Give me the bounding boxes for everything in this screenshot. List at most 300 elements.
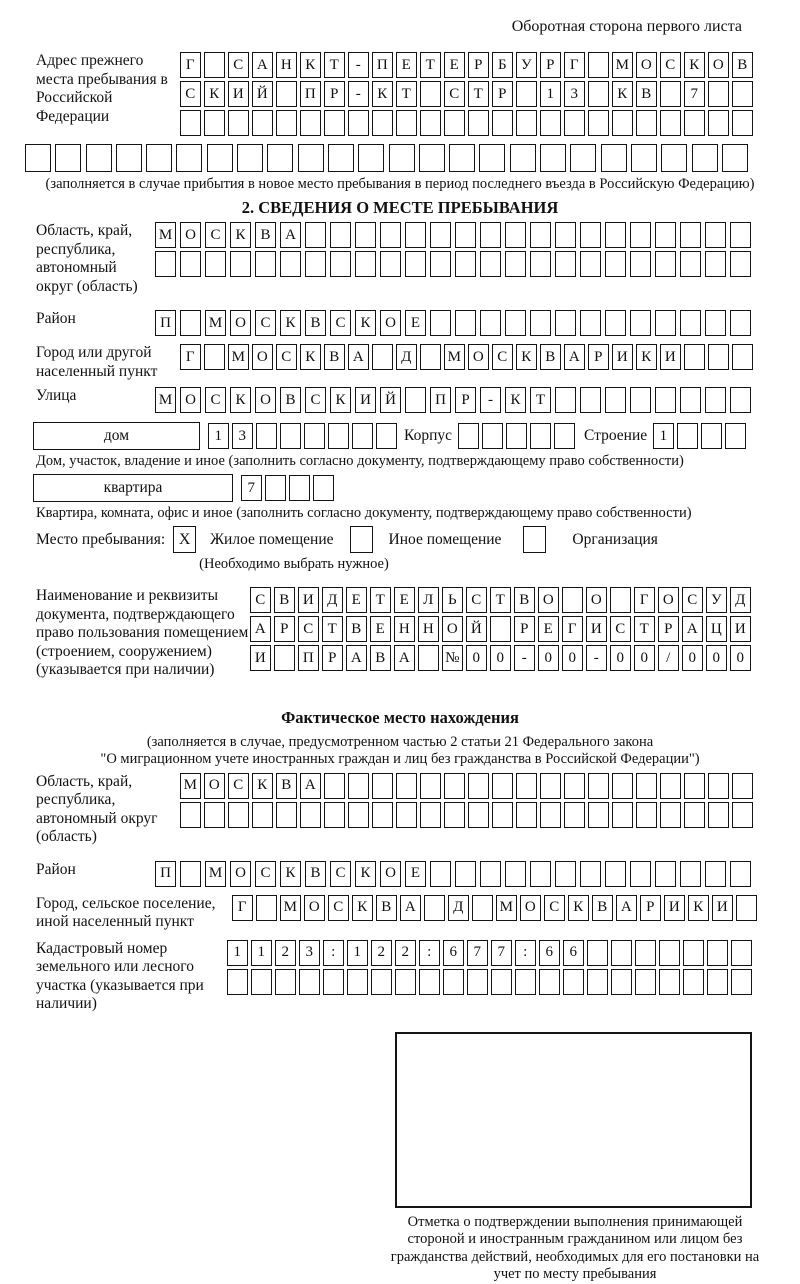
char-cell[interactable] [555, 387, 576, 413]
char-cell[interactable]: Н [276, 52, 297, 78]
char-cell[interactable]: В [376, 895, 397, 921]
char-cell[interactable]: / [658, 645, 679, 671]
char-cell[interactable]: М [180, 773, 201, 799]
char-cell[interactable] [204, 802, 225, 828]
char-cell[interactable]: Р [324, 81, 345, 107]
char-cell[interactable] [630, 222, 651, 248]
char-cell[interactable] [419, 969, 440, 995]
char-cell[interactable] [204, 110, 225, 136]
char-cell[interactable]: Е [405, 861, 426, 887]
char-cell[interactable] [605, 861, 626, 887]
char-cell[interactable]: В [636, 81, 657, 107]
char-cell[interactable] [444, 110, 465, 136]
char-cell[interactable] [630, 861, 651, 887]
char-cell[interactable] [396, 773, 417, 799]
char-cell[interactable] [355, 222, 376, 248]
char-cell[interactable]: И [612, 344, 633, 370]
char-cell[interactable]: 0 [538, 645, 559, 671]
char-cell[interactable] [430, 310, 451, 336]
char-cell[interactable]: 0 [610, 645, 631, 671]
char-cell[interactable] [515, 969, 536, 995]
char-cell[interactable]: К [252, 773, 273, 799]
char-cell[interactable]: С [682, 587, 703, 613]
char-cell[interactable] [564, 110, 585, 136]
char-cell[interactable]: Г [180, 52, 201, 78]
char-cell[interactable] [467, 969, 488, 995]
char-cell[interactable]: А [564, 344, 585, 370]
char-cell[interactable]: Т [468, 81, 489, 107]
char-cell[interactable] [680, 310, 701, 336]
char-cell[interactable] [265, 475, 286, 501]
char-cell[interactable]: Г [562, 616, 583, 642]
char-cell[interactable] [540, 110, 561, 136]
char-cell[interactable]: Р [588, 344, 609, 370]
char-cell[interactable] [680, 387, 701, 413]
char-cell[interactable] [725, 423, 746, 449]
char-cell[interactable]: А [280, 222, 301, 248]
char-cell[interactable]: Т [634, 616, 655, 642]
char-cell[interactable] [204, 52, 225, 78]
char-cell[interactable]: И [228, 81, 249, 107]
char-cell[interactable] [274, 645, 295, 671]
char-cell[interactable] [418, 645, 439, 671]
char-cell[interactable]: К [330, 387, 351, 413]
char-cell[interactable] [562, 587, 583, 613]
char-cell[interactable] [736, 895, 757, 921]
char-cell[interactable] [395, 969, 416, 995]
char-cell[interactable]: 2 [395, 940, 416, 966]
char-cell[interactable] [580, 251, 601, 277]
char-cell[interactable] [659, 969, 680, 995]
char-cell[interactable] [480, 251, 501, 277]
char-cell[interactable] [732, 344, 753, 370]
char-cell[interactable] [708, 802, 729, 828]
char-cell[interactable]: К [684, 52, 705, 78]
char-cell[interactable]: С [610, 616, 631, 642]
char-cell[interactable] [116, 144, 142, 172]
char-cell[interactable] [405, 387, 426, 413]
char-cell[interactable] [516, 81, 537, 107]
char-cell[interactable] [516, 110, 537, 136]
char-cell[interactable] [380, 251, 401, 277]
char-cell[interactable] [605, 251, 626, 277]
char-cell[interactable] [636, 110, 657, 136]
char-cell[interactable]: Д [730, 587, 751, 613]
char-cell[interactable]: Е [370, 616, 391, 642]
char-cell[interactable] [455, 310, 476, 336]
char-cell[interactable] [348, 110, 369, 136]
char-cell[interactable]: 1 [208, 423, 229, 449]
char-cell[interactable]: Д [322, 587, 343, 613]
char-cell[interactable] [419, 144, 445, 172]
char-cell[interactable]: А [252, 52, 273, 78]
char-cell[interactable]: И [712, 895, 733, 921]
char-cell[interactable] [420, 773, 441, 799]
char-cell[interactable] [299, 969, 320, 995]
char-cell[interactable]: 3 [299, 940, 320, 966]
char-cell[interactable] [580, 310, 601, 336]
char-cell[interactable] [420, 110, 441, 136]
char-cell[interactable]: К [516, 344, 537, 370]
char-cell[interactable] [612, 773, 633, 799]
char-cell[interactable]: С [250, 587, 271, 613]
char-cell[interactable]: О [636, 52, 657, 78]
char-cell[interactable]: : [515, 940, 536, 966]
char-cell[interactable]: Г [634, 587, 655, 613]
char-cell[interactable]: М [612, 52, 633, 78]
char-cell[interactable] [405, 222, 426, 248]
char-cell[interactable] [505, 310, 526, 336]
char-cell[interactable]: К [688, 895, 709, 921]
char-cell[interactable]: Ц [706, 616, 727, 642]
char-cell[interactable] [684, 773, 705, 799]
char-cell[interactable]: О [380, 310, 401, 336]
char-cell[interactable]: Е [396, 52, 417, 78]
char-cell[interactable] [555, 251, 576, 277]
char-cell[interactable]: Р [540, 52, 561, 78]
char-cell[interactable]: В [732, 52, 753, 78]
char-cell[interactable] [372, 110, 393, 136]
char-cell[interactable]: Й [380, 387, 401, 413]
char-cell[interactable]: М [280, 895, 301, 921]
char-cell[interactable] [420, 344, 441, 370]
char-cell[interactable]: У [706, 587, 727, 613]
char-cell[interactable]: Г [564, 52, 585, 78]
char-cell[interactable]: В [346, 616, 367, 642]
char-cell[interactable] [655, 387, 676, 413]
char-cell[interactable]: 7 [491, 940, 512, 966]
char-cell[interactable]: О [442, 616, 463, 642]
char-cell[interactable] [480, 861, 501, 887]
char-cell[interactable] [530, 861, 551, 887]
char-cell[interactable] [430, 222, 451, 248]
char-cell[interactable]: О [230, 861, 251, 887]
char-cell[interactable] [684, 344, 705, 370]
char-cell[interactable]: А [348, 344, 369, 370]
char-cell[interactable]: В [274, 587, 295, 613]
char-cell[interactable] [479, 144, 505, 172]
char-cell[interactable] [25, 144, 51, 172]
char-cell[interactable]: Р [455, 387, 476, 413]
char-cell[interactable]: К [280, 310, 301, 336]
char-cell[interactable]: И [660, 344, 681, 370]
char-cell[interactable] [554, 423, 575, 449]
char-cell[interactable]: С [228, 773, 249, 799]
char-cell[interactable]: В [305, 310, 326, 336]
char-cell[interactable] [482, 423, 503, 449]
char-cell[interactable]: У [516, 52, 537, 78]
char-cell[interactable] [176, 144, 202, 172]
char-cell[interactable]: 0 [682, 645, 703, 671]
char-cell[interactable]: О [230, 310, 251, 336]
char-cell[interactable] [655, 861, 676, 887]
char-cell[interactable]: К [204, 81, 225, 107]
char-cell[interactable]: С [180, 81, 201, 107]
char-cell[interactable] [731, 940, 752, 966]
char-cell[interactable]: Т [370, 587, 391, 613]
char-cell[interactable] [588, 802, 609, 828]
char-cell[interactable]: А [400, 895, 421, 921]
char-cell[interactable]: Т [324, 52, 345, 78]
char-cell[interactable]: Д [448, 895, 469, 921]
char-cell[interactable] [705, 387, 726, 413]
char-cell[interactable]: 1 [347, 940, 368, 966]
char-cell[interactable] [630, 310, 651, 336]
char-cell[interactable] [230, 251, 251, 277]
char-cell[interactable] [305, 251, 326, 277]
char-cell[interactable] [707, 969, 728, 995]
char-cell[interactable] [380, 222, 401, 248]
char-cell[interactable] [420, 81, 441, 107]
char-cell[interactable]: С [305, 387, 326, 413]
char-cell[interactable]: И [586, 616, 607, 642]
char-cell[interactable]: 0 [634, 645, 655, 671]
char-cell[interactable] [228, 802, 249, 828]
char-cell[interactable] [355, 251, 376, 277]
char-cell[interactable] [580, 861, 601, 887]
char-cell[interactable] [655, 222, 676, 248]
char-cell[interactable]: Й [252, 81, 273, 107]
stay-type-checkbox-organization[interactable] [523, 526, 546, 553]
char-cell[interactable] [708, 81, 729, 107]
char-cell[interactable] [300, 802, 321, 828]
char-cell[interactable] [204, 344, 225, 370]
char-cell[interactable] [468, 802, 489, 828]
char-cell[interactable] [708, 110, 729, 136]
char-cell[interactable] [660, 773, 681, 799]
char-cell[interactable]: В [276, 773, 297, 799]
char-cell[interactable] [505, 222, 526, 248]
char-cell[interactable] [455, 222, 476, 248]
char-cell[interactable] [605, 222, 626, 248]
char-cell[interactable] [510, 144, 536, 172]
char-cell[interactable]: С [276, 344, 297, 370]
char-cell[interactable] [300, 110, 321, 136]
char-cell[interactable]: С [444, 81, 465, 107]
char-cell[interactable]: П [372, 52, 393, 78]
char-cell[interactable] [661, 144, 687, 172]
char-cell[interactable] [635, 969, 656, 995]
char-cell[interactable]: - [586, 645, 607, 671]
char-cell[interactable] [228, 110, 249, 136]
char-cell[interactable] [330, 222, 351, 248]
char-cell[interactable]: О [468, 344, 489, 370]
char-cell[interactable]: К [355, 861, 376, 887]
char-cell[interactable] [376, 423, 397, 449]
char-cell[interactable] [655, 251, 676, 277]
char-cell[interactable] [611, 969, 632, 995]
char-cell[interactable]: 0 [730, 645, 751, 671]
char-cell[interactable] [492, 802, 513, 828]
char-cell[interactable]: О [180, 387, 201, 413]
char-cell[interactable] [505, 861, 526, 887]
char-cell[interactable] [180, 251, 201, 277]
char-cell[interactable] [267, 144, 293, 172]
char-cell[interactable] [610, 587, 631, 613]
char-cell[interactable] [328, 423, 349, 449]
char-cell[interactable]: К [568, 895, 589, 921]
char-cell[interactable] [701, 423, 722, 449]
char-cell[interactable]: В [540, 344, 561, 370]
char-cell[interactable]: Р [274, 616, 295, 642]
char-cell[interactable]: 0 [490, 645, 511, 671]
char-cell[interactable]: 0 [466, 645, 487, 671]
char-cell[interactable]: А [250, 616, 271, 642]
char-cell[interactable] [705, 222, 726, 248]
char-cell[interactable] [539, 969, 560, 995]
char-cell[interactable] [708, 773, 729, 799]
char-cell[interactable] [371, 969, 392, 995]
char-cell[interactable]: Р [514, 616, 535, 642]
char-cell[interactable] [276, 802, 297, 828]
char-cell[interactable]: 1 [540, 81, 561, 107]
char-cell[interactable]: К [355, 310, 376, 336]
char-cell[interactable] [683, 969, 704, 995]
char-cell[interactable]: 1 [227, 940, 248, 966]
char-cell[interactable]: Р [658, 616, 679, 642]
char-cell[interactable] [722, 144, 748, 172]
char-cell[interactable] [328, 144, 354, 172]
char-cell[interactable]: 2 [275, 940, 296, 966]
char-cell[interactable] [588, 773, 609, 799]
char-cell[interactable]: О [658, 587, 679, 613]
char-cell[interactable] [468, 110, 489, 136]
char-cell[interactable]: 6 [539, 940, 560, 966]
char-cell[interactable]: К [372, 81, 393, 107]
char-cell[interactable] [588, 81, 609, 107]
char-cell[interactable]: Е [346, 587, 367, 613]
char-cell[interactable] [430, 861, 451, 887]
char-cell[interactable]: 2 [371, 940, 392, 966]
char-cell[interactable] [605, 387, 626, 413]
char-cell[interactable]: Т [420, 52, 441, 78]
char-cell[interactable]: С [255, 310, 276, 336]
char-cell[interactable]: И [730, 616, 751, 642]
char-cell[interactable]: Е [538, 616, 559, 642]
char-cell[interactable] [540, 802, 561, 828]
char-cell[interactable] [707, 940, 728, 966]
char-cell[interactable]: В [592, 895, 613, 921]
char-cell[interactable]: 7 [241, 475, 262, 501]
char-cell[interactable] [146, 144, 172, 172]
char-cell[interactable] [683, 940, 704, 966]
char-cell[interactable] [505, 251, 526, 277]
char-cell[interactable] [305, 222, 326, 248]
char-cell[interactable]: А [682, 616, 703, 642]
char-cell[interactable] [280, 251, 301, 277]
char-cell[interactable] [430, 251, 451, 277]
char-cell[interactable] [530, 251, 551, 277]
char-cell[interactable]: С [298, 616, 319, 642]
char-cell[interactable]: С [466, 587, 487, 613]
char-cell[interactable]: Й [466, 616, 487, 642]
char-cell[interactable] [180, 802, 201, 828]
char-cell[interactable] [732, 773, 753, 799]
char-cell[interactable] [372, 344, 393, 370]
char-cell[interactable] [55, 144, 81, 172]
char-cell[interactable]: С [660, 52, 681, 78]
char-cell[interactable] [587, 940, 608, 966]
char-cell[interactable] [612, 110, 633, 136]
char-cell[interactable] [630, 251, 651, 277]
char-cell[interactable]: С [544, 895, 565, 921]
char-cell[interactable]: С [492, 344, 513, 370]
char-cell[interactable] [601, 144, 627, 172]
char-cell[interactable] [605, 310, 626, 336]
char-cell[interactable]: К [352, 895, 373, 921]
char-cell[interactable]: О [708, 52, 729, 78]
char-cell[interactable]: О [520, 895, 541, 921]
char-cell[interactable] [684, 110, 705, 136]
char-cell[interactable] [563, 969, 584, 995]
char-cell[interactable] [330, 251, 351, 277]
char-cell[interactable]: К [300, 52, 321, 78]
char-cell[interactable] [580, 387, 601, 413]
char-cell[interactable] [705, 251, 726, 277]
char-cell[interactable]: Л [418, 587, 439, 613]
char-cell[interactable]: 3 [564, 81, 585, 107]
char-cell[interactable] [611, 940, 632, 966]
char-cell[interactable] [252, 802, 273, 828]
char-cell[interactable] [155, 251, 176, 277]
char-cell[interactable] [289, 475, 310, 501]
char-cell[interactable] [540, 773, 561, 799]
char-cell[interactable] [588, 52, 609, 78]
char-cell[interactable] [630, 387, 651, 413]
char-cell[interactable] [251, 969, 272, 995]
char-cell[interactable]: О [180, 222, 201, 248]
char-cell[interactable]: О [204, 773, 225, 799]
char-cell[interactable]: И [355, 387, 376, 413]
char-cell[interactable] [348, 802, 369, 828]
char-cell[interactable]: П [430, 387, 451, 413]
char-cell[interactable]: П [298, 645, 319, 671]
char-cell[interactable] [323, 969, 344, 995]
char-cell[interactable] [207, 144, 233, 172]
char-cell[interactable] [570, 144, 596, 172]
char-cell[interactable] [304, 423, 325, 449]
char-cell[interactable]: К [280, 861, 301, 887]
char-cell[interactable]: - [348, 81, 369, 107]
char-cell[interactable]: С [328, 895, 349, 921]
char-cell[interactable] [444, 773, 465, 799]
char-cell[interactable] [730, 387, 751, 413]
char-cell[interactable]: 7 [467, 940, 488, 966]
char-cell[interactable] [444, 802, 465, 828]
char-cell[interactable]: Е [444, 52, 465, 78]
char-cell[interactable]: Г [232, 895, 253, 921]
char-cell[interactable] [347, 969, 368, 995]
char-cell[interactable]: М [205, 861, 226, 887]
char-cell[interactable] [86, 144, 112, 172]
char-cell[interactable]: 6 [443, 940, 464, 966]
char-cell[interactable] [660, 110, 681, 136]
char-cell[interactable] [389, 144, 415, 172]
char-cell[interactable]: Н [418, 616, 439, 642]
char-cell[interactable]: Ь [442, 587, 463, 613]
char-cell[interactable]: О [255, 387, 276, 413]
char-cell[interactable] [227, 969, 248, 995]
char-cell[interactable]: М [444, 344, 465, 370]
char-cell[interactable] [636, 802, 657, 828]
char-cell[interactable] [730, 310, 751, 336]
char-cell[interactable] [588, 110, 609, 136]
char-cell[interactable]: 1 [251, 940, 272, 966]
char-cell[interactable] [405, 251, 426, 277]
char-cell[interactable] [492, 110, 513, 136]
char-cell[interactable] [555, 222, 576, 248]
char-cell[interactable] [730, 251, 751, 277]
